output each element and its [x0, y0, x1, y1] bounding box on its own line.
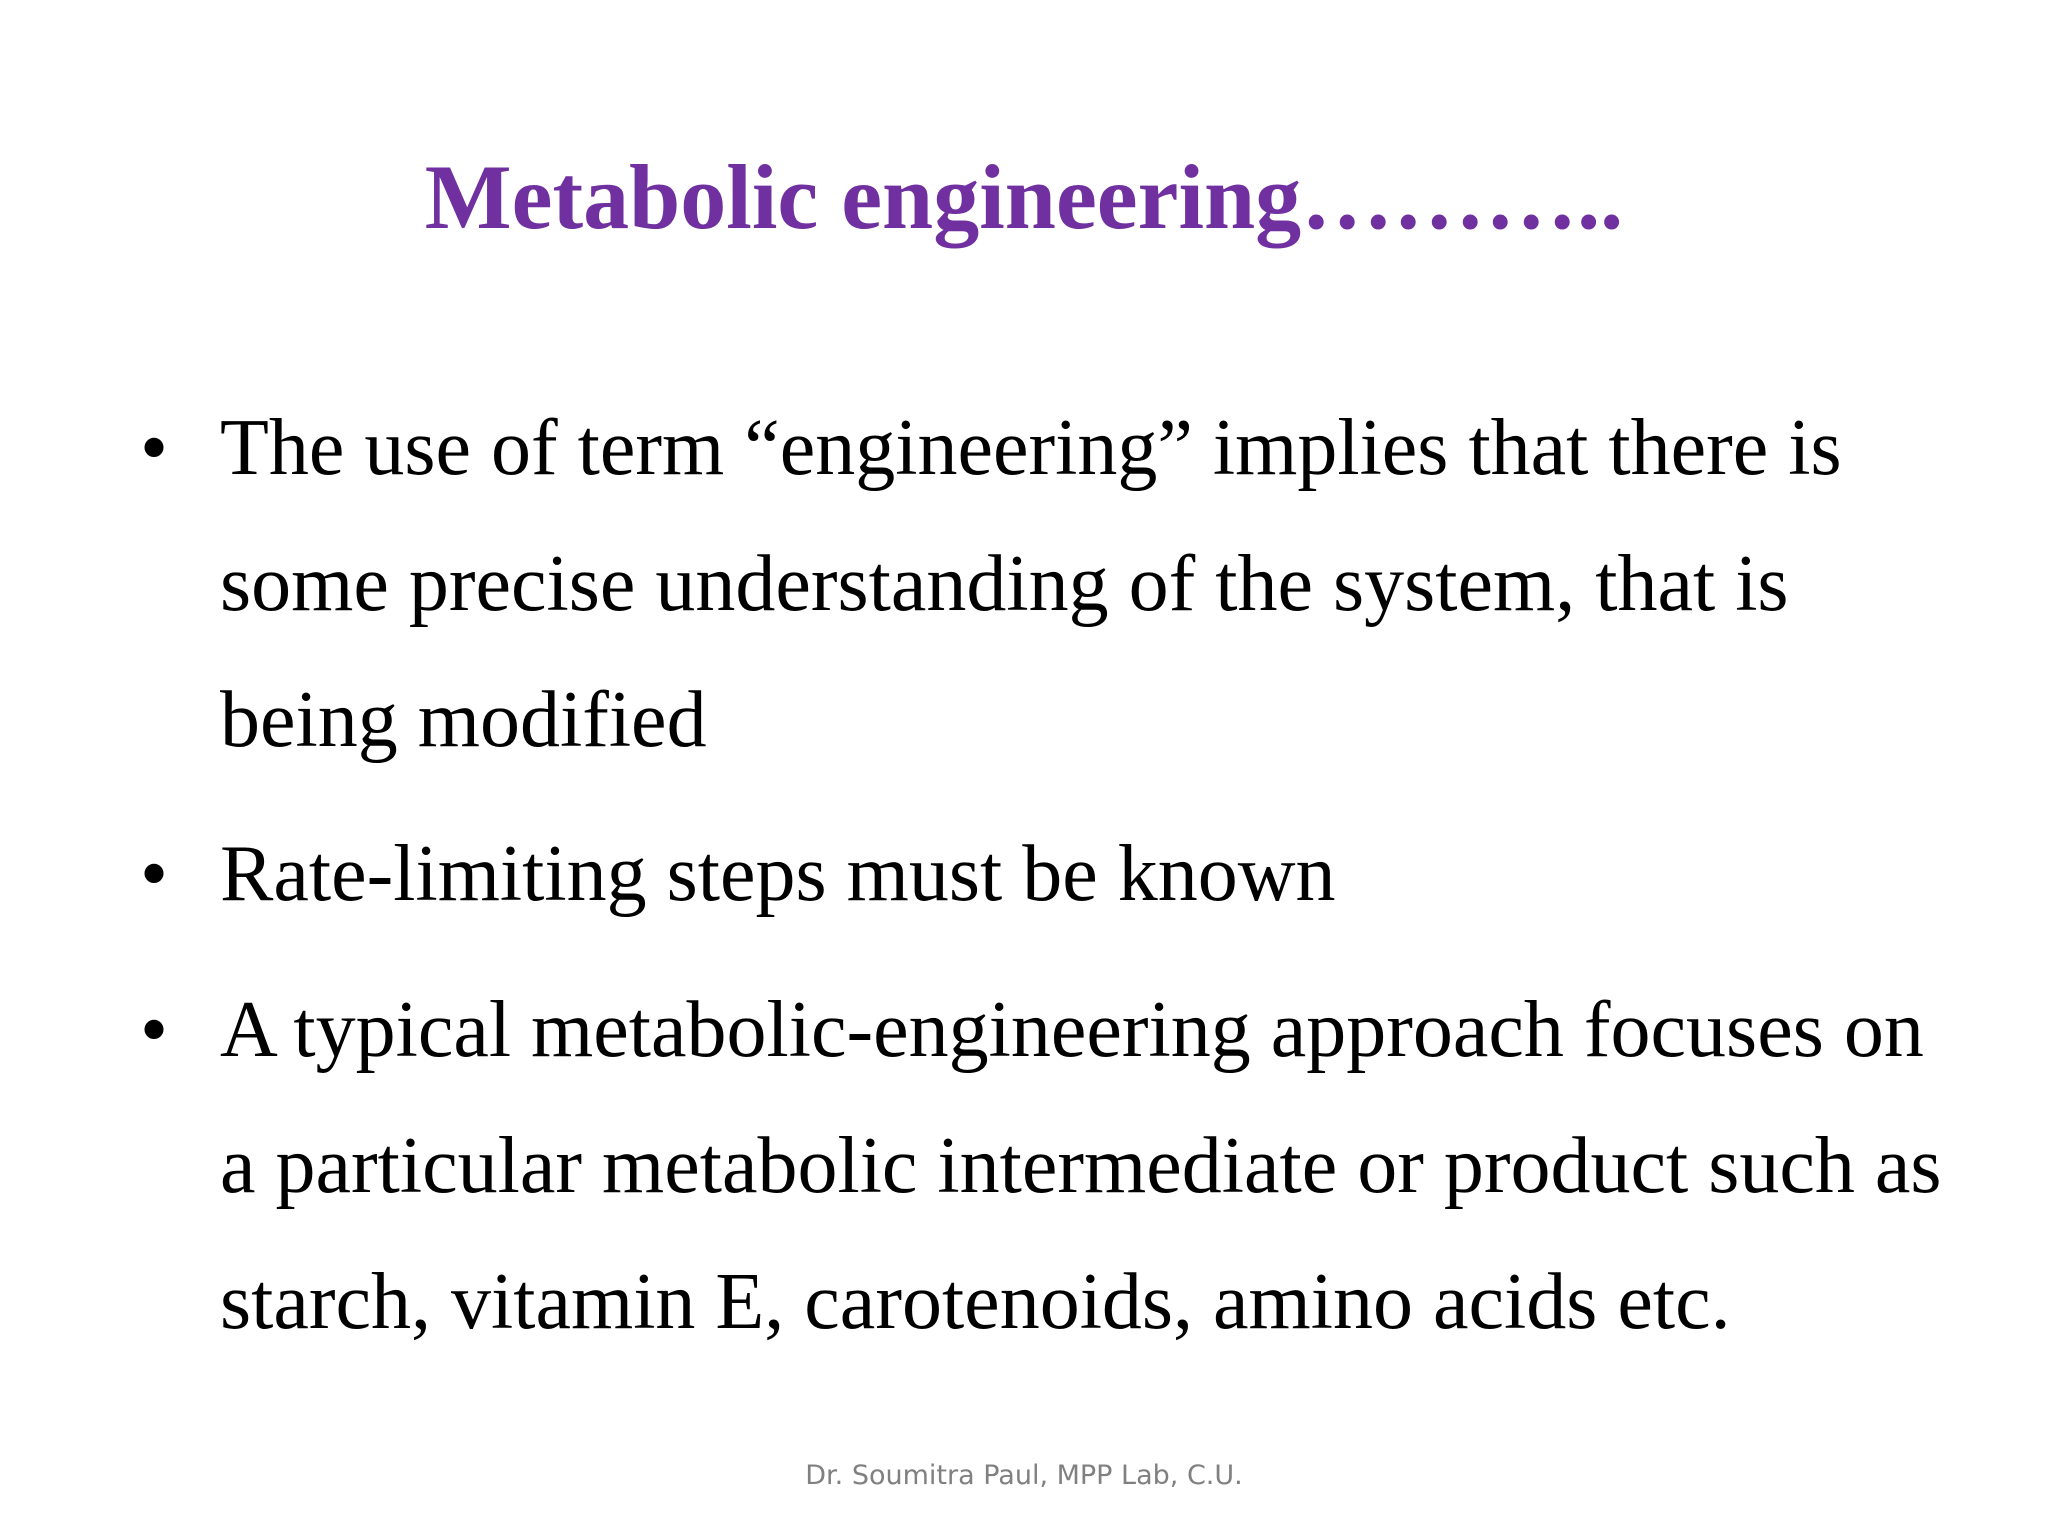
slide-footer: Dr. Soumitra Paul, MPP Lab, C.U.	[805, 1460, 1243, 1491]
bullet-text	[220, 806, 2000, 942]
bullet-line: starch, vitamin E, carotenoids, amino acids etc.	[220, 1258, 1731, 1346]
bullet-line: The use of term “engineering” implies that there is	[220, 404, 1842, 492]
bullet-icon: •	[140, 404, 169, 492]
slide-title: Metabolic engineering………..	[424, 146, 1624, 248]
bullet-line: being modified	[220, 676, 707, 764]
bullet-line: some precise understanding of the system, that is	[220, 540, 1789, 628]
bullet-icon: •	[140, 986, 169, 1074]
bullet-line: a particular metabolic intermediate or product such as	[220, 1122, 1942, 1210]
bullet-line: Rate-limiting steps must be known	[220, 830, 1336, 918]
bullet-line: A typical metabolic-engineering approach focuses on	[220, 986, 1924, 1074]
bullet-icon: •	[140, 830, 169, 918]
bullet-text	[220, 962, 2000, 1370]
bullet-text	[220, 380, 2000, 788]
